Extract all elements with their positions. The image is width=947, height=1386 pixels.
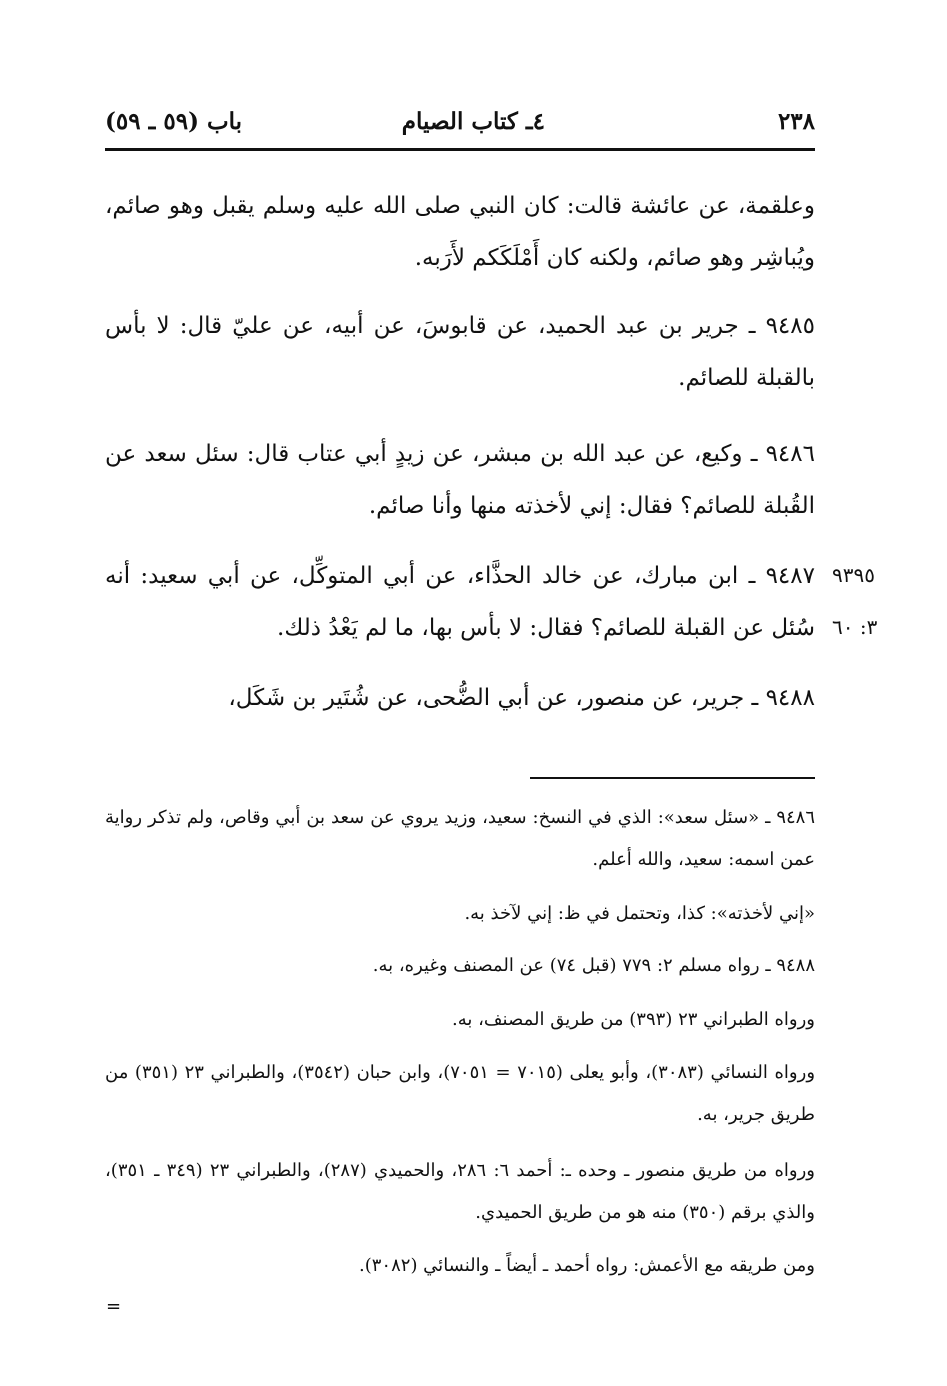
footnote-9488-mansur: ورواه من طريق منصور ـ وحده ـ: أحمد ٦: ٢٨٦، والحميدي (٢٨٧)، والطبراني ٢٣ (٣٤٩ ـ ٣٥١)، والذي برقم (٣٥٠) منه هو من طريق الحميدي. — [105, 1160, 815, 1223]
chapter-label: باب (٥٩ ـ ٥٩) — [105, 108, 243, 135]
footnote-9488: ٩٤٨٨ ـ رواه مسلم ٢: ٧٧٩ (قبل ٧٤) عن المصنف وغيره، به. — [372, 955, 815, 976]
hadith-9487: ٩٤٨٧ ـ ابن مبارك، عن خالد الحذَّاء، عن أبي المتوكِّل، عن أبي سعيد: أنه سُئل عن القبلة للصائم؟ فقال: لا بأس بها، ما لم يَعْدُ ذلك. — [105, 563, 815, 641]
margin-note-volume-page: ٣: ٦٠ — [832, 615, 878, 639]
margin-note-cross-ref: ٩٣٩٥ — [832, 563, 875, 587]
continuation-mark: = — [106, 1296, 122, 1317]
footnote-9486: ٩٤٨٦ ـ «سئل سعد»: الذي في النسخ: سعيد، وزيد يروي عن سعد بن أبي وقاص، ولم تذكر رواية عمن اسمه: سعيد، والله أعلم. — [105, 807, 815, 870]
hadith-9485: ٩٤٨٥ ـ جرير بن عبد الحميد، عن قابوسَ، عن أبيه، عن عليّ قال: لا بأس بالقبلة للصائم. — [105, 313, 815, 391]
footnote-9488-tabarani: ورواه الطبراني ٢٣ (٣٩٣) من طريق المصنف، به. — [452, 1009, 815, 1030]
page-header — [105, 102, 815, 144]
footnote-9486-note: «إني لأخذته»: كذا، وتحتمل في ظ: إني لآخذ به. — [464, 903, 815, 924]
hadith-9486: ٩٤٨٦ ـ وكيع، عن عبد الله بن مبشر، عن زيدٍ أبي عتاب قال: سئل سعد عن القُبلة للصائم؟ فقال: إني لأخذته منها وأنا صائم. — [105, 441, 815, 519]
footnote-9488-nasai: ورواه النسائي (٣٠٨٣)، وأبو يعلى (٧٠١٥ = ٧٠٥١)، وابن حبان (٣٥٤٢)، والطبراني ٢٣ (٣٥١) من طريق جرير، به. — [105, 1062, 816, 1125]
hadith-9488: ٩٤٨٨ ـ جرير، عن منصور، عن أبي الضُّحى، عن شُتَير بن شَكَل، — [228, 685, 815, 711]
page-number: ٢٣٨ — [777, 108, 815, 135]
footnote-9488-amash: ومن طريقه مع الأعمش: رواه أحمد ـ أيضاً ـ والنسائي (٣٠٨٢). — [359, 1255, 815, 1276]
header-rule — [105, 148, 815, 151]
footnote-separator — [530, 777, 815, 779]
book-title: ٤ـ كتاب الصيام — [401, 108, 545, 135]
paragraph-continuation: وعلقمة، عن عائشة قالت: كان النبي صلى الله عليه وسلم يقبل وهو صائم، ويُباشِر وهو صائم، ولكنه كان أَمْلَكَكم لأَرَبه. — [105, 193, 815, 271]
